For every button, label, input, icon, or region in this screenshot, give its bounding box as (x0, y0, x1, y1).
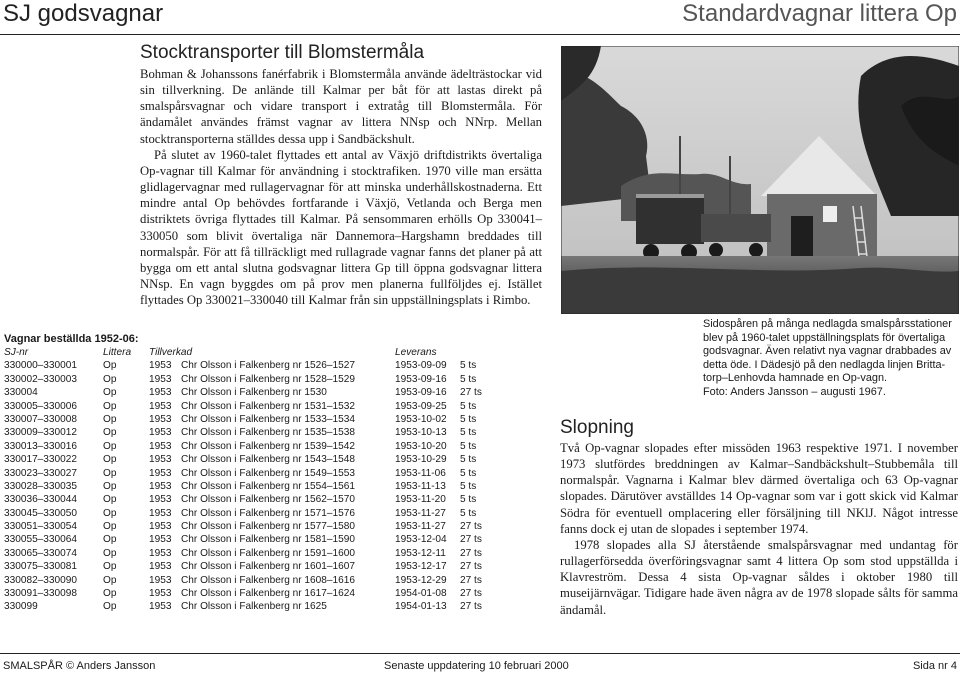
cell-manufacturer: Chr Olsson i Falkenberg nr 1577–1580 (181, 521, 355, 533)
cell-district: 27 ts (460, 534, 482, 546)
photo-caption (703, 318, 960, 400)
caption-line: godsvagnar. Även relativt nya vagnar drabbades av (703, 345, 952, 358)
page-header-subtitle: Standardvagnar littera Op (682, 0, 957, 27)
cell-district: 5 ts (460, 467, 477, 479)
cell-delivery-date: 1954-01-13 (395, 601, 447, 613)
cell-manufacturer: Chr Olsson i Falkenberg nr 1601–1607 (181, 561, 355, 573)
cell-littera: Op (103, 588, 117, 600)
cell-littera: Op (103, 507, 117, 519)
cell-delivery-date: 1953-09-16 (395, 387, 447, 399)
cell-sj-nr: 330004 (4, 387, 38, 399)
cell-sj-nr: 330036–330044 (4, 494, 77, 506)
cell-littera: Op (103, 574, 117, 586)
cell-year: 1953 (149, 561, 172, 573)
orders-table-body (4, 359, 482, 613)
cell-littera: Op (103, 494, 117, 506)
orders-table (4, 333, 482, 614)
cell-district: 27 ts (460, 561, 482, 573)
cell-manufacturer: Chr Olsson i Falkenberg nr 1608–1616 (181, 574, 355, 586)
cell-manufacturer: Chr Olsson i Falkenberg nr 1530 (181, 387, 327, 399)
table-row (4, 493, 477, 506)
cell-district: 27 ts (460, 601, 482, 613)
photo-two-wagons-and-shed-icon (561, 46, 959, 314)
page-header-title: SJ godsvagnar (3, 0, 164, 27)
cell-littera: Op (103, 534, 117, 546)
table-row (4, 507, 477, 520)
cell-sj-nr: 330009–330012 (4, 427, 77, 439)
footer-rule (0, 653, 960, 654)
cell-sj-nr: 330045–330050 (4, 507, 77, 519)
cell-manufacturer: Chr Olsson i Falkenberg nr 1617–1624 (181, 588, 355, 600)
cell-year: 1953 (149, 494, 172, 506)
cell-sj-nr: 330007–330008 (4, 413, 77, 425)
cell-littera: Op (103, 561, 117, 573)
footer-copyright: SMALSPÅR © Anders Jansson (3, 660, 156, 672)
header-rule (0, 34, 960, 35)
cell-delivery-date: 1953-12-11 (395, 547, 446, 559)
cell-delivery-date: 1953-10-29 (395, 454, 447, 466)
cell-delivery-date: 1953-12-04 (395, 534, 447, 546)
cell-district: 27 ts (460, 547, 482, 559)
cell-delivery-date: 1953-12-29 (395, 574, 447, 586)
cell-littera: Op (103, 454, 117, 466)
cell-district: 27 ts (460, 387, 482, 399)
paragraph: Bohman & Johanssons fanérfabrik i Blomstermåla använde ädelträstockar vid sin tillverkning. De anlände till Kalmar per båt för att lastas direkt på smalspårsvagnar och vidare transport i extratåg till Blomstermåla. För ändamålet användes främst vagnar av littera NNsp och NNrp. Mellan stocktransporterna ställdes dessa upp i Sandbäckshult. (140, 67, 542, 146)
cell-delivery-date: 1953-11-06 (395, 467, 446, 479)
cell-district: 27 ts (460, 574, 482, 586)
cell-delivery-date: 1953-10-02 (395, 413, 447, 425)
cell-district: 5 ts (460, 480, 477, 492)
table-row (4, 413, 477, 426)
paragraph: På slutet av 1960-talet flyttades ett antal av Växjö driftdistrikts övertaliga Op-vagnar till Kalmar för användning i stocktrafiken. 1970 ville man ersätta glidlagervagnar med rullagervagnar för att minska underhållskostnaderna. Ett mindre antal Op behövdes fortfarande i Växjö, Vetlanda och Berga men distriktets övriga flyttades till Kalmar. På sensommaren erhölls Op 330041–330050 som blivit övertaliga när Dannemora–Hargshamn breddades till normalspår. För att få tillräckligt med rullagrade vagnar fanns det planer på att bygga om ett antal slutna godsvagnar littera Gp till öppna godsvagnar littera NNsp. En vagn byggdes om på prov men planerna fullföljdes ej. Istället flyttades Op 330021–330040 till Kalmar från sin uppställningsplats i Rimbo. (140, 147, 542, 308)
cell-year: 1953 (149, 588, 172, 600)
cell-littera: Op (103, 601, 117, 613)
cell-year: 1953 (149, 534, 172, 546)
table-row (4, 453, 477, 466)
cell-manufacturer: Chr Olsson i Falkenberg nr 1549–1553 (181, 467, 355, 479)
cell-manufacturer: Chr Olsson i Falkenberg nr 1543–1548 (181, 454, 355, 466)
cell-littera: Op (103, 413, 117, 425)
table-row (4, 480, 477, 493)
cell-sj-nr: 330002–330003 (4, 373, 77, 385)
cell-year: 1953 (149, 521, 172, 533)
cell-manufacturer: Chr Olsson i Falkenberg nr 1571–1576 (181, 507, 355, 519)
cell-littera: Op (103, 480, 117, 492)
cell-sj-nr: 330065–330074 (4, 547, 77, 559)
paragraph: Två Op-vagnar slopades efter missöden 1963 respektive 1971. I november 1973 slutfördes breddningen av Kalmar–Sandbäckshult–Stubbemåla till normalspår. Vagnarna i Kalmar blev därmed övertaliga och 63 Op-vagnar slopades. Därutöver avställdes 14 Op-vagnar som var i gott skick vid Kalmar Södra för eventuell omplacering eller försäljning till NKlJ. Något intresse fanns dock ej utan de slopades i september 1974. (560, 441, 958, 536)
cell-year: 1953 (149, 574, 172, 586)
table-row (4, 386, 482, 399)
cell-year: 1953 (149, 427, 172, 439)
cell-manufacturer: Chr Olsson i Falkenberg nr 1535–1538 (181, 427, 355, 439)
cell-manufacturer: Chr Olsson i Falkenberg nr 1528–1529 (181, 373, 355, 385)
cell-year: 1953 (149, 373, 172, 385)
footer-page-number: Sida nr 4 (912, 660, 957, 672)
cell-year: 1953 (149, 601, 172, 613)
cell-sj-nr: 330013–330016 (4, 440, 77, 452)
cell-manufacturer: Chr Olsson i Falkenberg nr 1591–1600 (181, 547, 355, 559)
cell-sj-nr: 330055–330064 (4, 534, 77, 546)
photo-wagons-dadesjo (561, 46, 959, 314)
table-row (4, 533, 482, 546)
cell-manufacturer: Chr Olsson i Falkenberg nr 1581–1590 (181, 534, 355, 546)
cell-year: 1953 (149, 387, 172, 399)
table-row (4, 560, 482, 573)
cell-littera: Op (103, 427, 117, 439)
cell-sj-nr: 330051–330054 (4, 521, 77, 533)
cell-manufacturer: Chr Olsson i Falkenberg nr 1526–1527 (181, 360, 355, 372)
caption-line: detta öde. I Dädesjö på den nedlagda linjen Britta- (703, 358, 946, 371)
table-row (4, 574, 482, 587)
cell-year: 1953 (149, 400, 172, 412)
column-header-littera: Littera (103, 347, 132, 358)
cell-sj-nr: 330023–330027 (4, 467, 77, 479)
cell-year: 1953 (149, 547, 172, 559)
cell-delivery-date: 1954-01-08 (395, 588, 447, 600)
cell-year: 1953 (149, 454, 172, 466)
cell-delivery-date: 1953-10-20 (395, 440, 447, 452)
section-title-stocktransporter: Stocktransporter till Blomstermåla (140, 42, 425, 63)
cell-district: 5 ts (460, 454, 477, 466)
cell-manufacturer: Chr Olsson i Falkenberg nr 1625 (181, 601, 327, 613)
cell-sj-nr: 330091–330098 (4, 588, 77, 600)
cell-littera: Op (103, 360, 117, 372)
cell-delivery-date: 1953-11-27 (395, 521, 446, 533)
cell-district: 27 ts (460, 521, 482, 533)
cell-littera: Op (103, 440, 117, 452)
cell-delivery-date: 1953-09-16 (395, 373, 447, 385)
cell-district: 27 ts (460, 588, 482, 600)
cell-delivery-date: 1953-09-09 (395, 360, 447, 372)
column-header-leverans: Leverans (395, 347, 437, 358)
section-title-slopning: Slopning (560, 417, 634, 438)
cell-district: 5 ts (460, 400, 477, 412)
orders-table-header (4, 346, 437, 359)
cell-year: 1953 (149, 360, 172, 372)
footer-updated: Senaste uppdatering 10 februari 2000 (384, 660, 569, 672)
cell-delivery-date: 1953-09-25 (395, 400, 447, 412)
column-header-tillverkad: Tillverkad (149, 347, 193, 358)
section-body-stocktransporter (140, 66, 542, 308)
table-row (4, 400, 477, 413)
caption-line: torp–Lenhovda hamnade en Op-vagn. (703, 372, 888, 385)
table-row (4, 547, 482, 560)
cell-delivery-date: 1953-11-27 (395, 507, 446, 519)
table-row (4, 373, 477, 386)
cell-sj-nr: 330028–330035 (4, 480, 77, 492)
orders-table-title: Vagnar beställda 1952-06: (4, 333, 139, 345)
cell-year: 1953 (149, 507, 172, 519)
cell-district: 5 ts (460, 494, 477, 506)
cell-delivery-date: 1953-10-13 (395, 427, 447, 439)
section-body-slopning (560, 440, 958, 618)
cell-manufacturer: Chr Olsson i Falkenberg nr 1539–1542 (181, 440, 355, 452)
cell-littera: Op (103, 373, 117, 385)
table-row (4, 600, 482, 613)
cell-district: 5 ts (460, 413, 477, 425)
cell-sj-nr: 330005–330006 (4, 400, 77, 412)
cell-sj-nr: 330000–330001 (4, 360, 77, 372)
cell-district: 5 ts (460, 427, 477, 439)
cell-sj-nr: 330017–330022 (4, 454, 77, 466)
paragraph: 1978 slopades alla SJ återstående smalspårsvagnar med undantag för rullagerförsedda överföringsvagnar samt 4 littera Op som stod uppställda i Klavreström. Dessa 4 sista Op-vagnar såldes i oktober 1980 till museijärnvägar. Tidigare hade även några av de 1978 slopade sålts för samma ändamål. (560, 537, 958, 617)
cell-sj-nr: 330075–330081 (4, 561, 77, 573)
cell-sj-nr: 330082–330090 (4, 574, 77, 586)
cell-delivery-date: 1953-11-13 (395, 480, 446, 492)
cell-manufacturer: Chr Olsson i Falkenberg nr 1562–1570 (181, 494, 355, 506)
table-row (4, 426, 477, 439)
cell-year: 1953 (149, 467, 172, 479)
cell-delivery-date: 1953-12-17 (395, 561, 447, 573)
table-row (4, 587, 482, 600)
table-row (4, 440, 477, 453)
cell-manufacturer: Chr Olsson i Falkenberg nr 1533–1534 (181, 413, 355, 425)
cell-littera: Op (103, 547, 117, 559)
cell-littera: Op (103, 400, 117, 412)
cell-littera: Op (103, 521, 117, 533)
column-header-sj-nr: SJ-nr (4, 347, 29, 358)
table-row (4, 520, 482, 533)
cell-year: 1953 (149, 440, 172, 452)
cell-year: 1953 (149, 480, 172, 492)
caption-line: Sidospåren på många nedlagda smalspårsstationer (703, 318, 952, 330)
table-row (4, 467, 477, 480)
cell-delivery-date: 1953-11-20 (395, 494, 446, 506)
cell-district: 5 ts (460, 373, 477, 385)
cell-sj-nr: 330099 (4, 601, 38, 613)
caption-line: blev på 1960-talet uppställningsplats för övertaliga (703, 331, 946, 344)
cell-manufacturer: Chr Olsson i Falkenberg nr 1554–1561 (181, 480, 355, 492)
cell-district: 5 ts (460, 507, 477, 519)
cell-littera: Op (103, 387, 117, 399)
cell-manufacturer: Chr Olsson i Falkenberg nr 1531–1532 (181, 400, 355, 412)
cell-district: 5 ts (460, 440, 477, 452)
cell-year: 1953 (149, 413, 172, 425)
cell-district: 5 ts (460, 360, 477, 372)
caption-photo-credit: Foto: Anders Jansson – augusti 1967. (703, 385, 886, 398)
table-row (4, 359, 477, 372)
cell-littera: Op (103, 467, 117, 479)
